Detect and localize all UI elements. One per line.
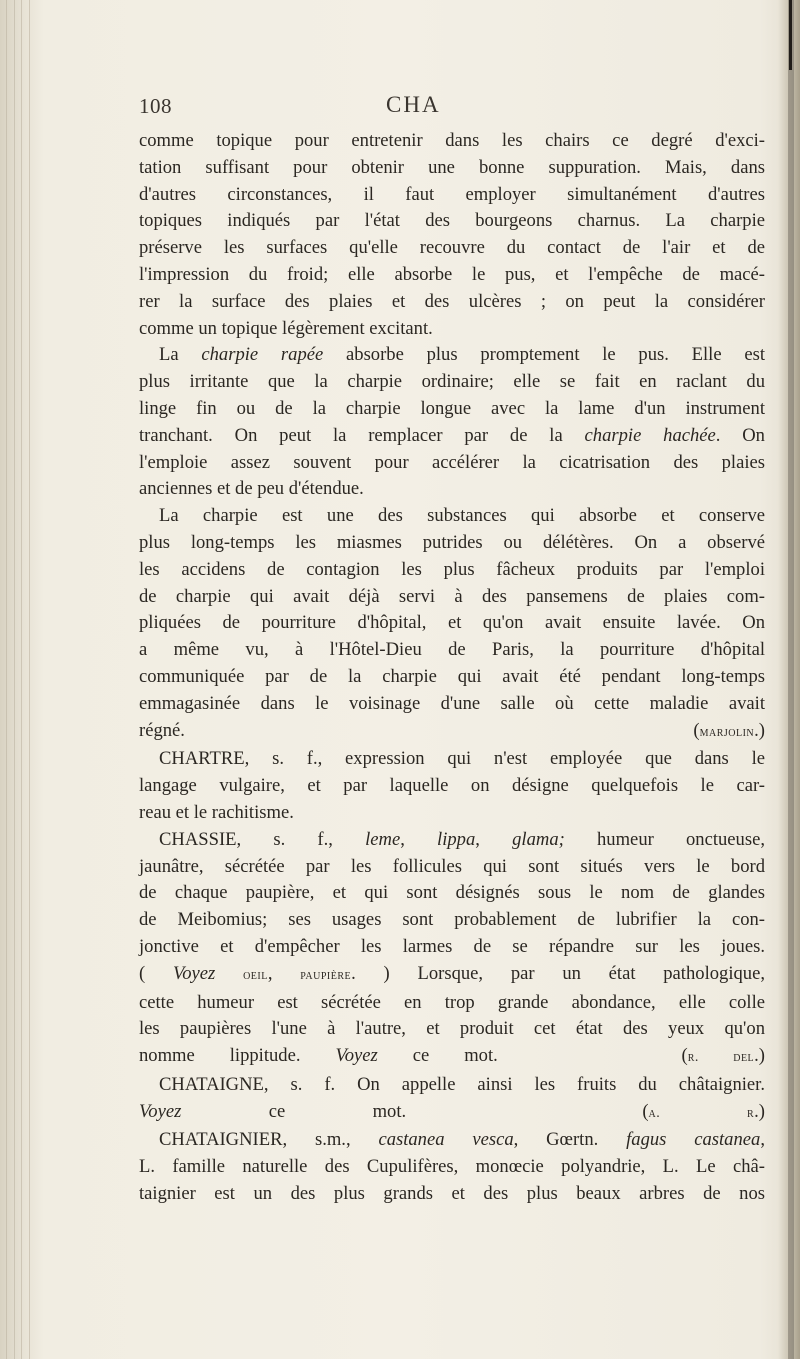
page-number: 108 bbox=[139, 94, 172, 118]
italic-run: lippa bbox=[437, 828, 476, 850]
text-run: d'autres circonstances, il faut employer simultanément d'autres bbox=[139, 183, 765, 205]
text-run: .) bbox=[754, 1045, 765, 1067]
author-signature: a. r bbox=[648, 1105, 755, 1121]
text-line bbox=[139, 369, 765, 396]
text-line bbox=[139, 503, 765, 530]
text-line bbox=[139, 476, 765, 503]
text-run: plus irritante que la charpie ordinaire; elle se fait en raclant du bbox=[139, 371, 765, 393]
italic-run: charpie hachée bbox=[584, 424, 716, 446]
text-run: de Meibomius; ses usages sont probablement de lubrifier la con- bbox=[139, 909, 765, 931]
text-line bbox=[139, 450, 765, 477]
text-line bbox=[139, 990, 765, 1017]
text-line bbox=[139, 208, 765, 235]
italic-run: fagus castanea bbox=[626, 1129, 761, 1151]
text-run: nomme lippitude. bbox=[139, 1045, 336, 1067]
text-line bbox=[139, 961, 765, 990]
running-header bbox=[139, 92, 759, 128]
text-line bbox=[139, 800, 765, 827]
text-run: les paupières l'une à l'autre, et produit cet état des yeux qu'on bbox=[139, 1018, 765, 1040]
text-run: La bbox=[159, 344, 202, 366]
text-run: ( bbox=[681, 1045, 688, 1067]
text-run: , bbox=[475, 828, 513, 850]
text-line bbox=[139, 854, 765, 881]
text-run: absorbe plus promptement le pus. Elle est bbox=[323, 344, 765, 366]
spacer bbox=[185, 720, 693, 741]
italic-run: Voyez bbox=[139, 1100, 182, 1122]
text-line bbox=[139, 128, 765, 155]
text-run: CHARTRE, s. f., expression qui n'est employée que dans le bbox=[159, 748, 765, 770]
text-line bbox=[139, 880, 765, 907]
text-line bbox=[139, 557, 765, 584]
text-run: anciennes et de peu d'étendue. bbox=[139, 478, 364, 500]
text-run: ( bbox=[139, 962, 173, 984]
text-run: langage vulgaire, et par laquelle on désigne quelquefois le car- bbox=[139, 775, 765, 797]
italic-run: leme bbox=[365, 828, 401, 850]
text-run: L. famille naturelle des Cupulifères, monœcie polyandrie, L. Le châ- bbox=[139, 1156, 765, 1178]
text-run: . ) Lorsque, par un état pathologique, bbox=[351, 962, 765, 984]
text-line bbox=[139, 637, 765, 664]
text-run: préserve les surfaces qu'elle recouvre du contact de l'air et de bbox=[139, 237, 765, 259]
text-run: , bbox=[400, 828, 438, 850]
text-line bbox=[139, 610, 765, 637]
text-line bbox=[139, 155, 765, 182]
text-line bbox=[139, 1181, 765, 1208]
text-run: comme un topique légèrement excitant. bbox=[139, 317, 433, 339]
text-run: emmagasinée dans le voisinage d'une salle où cette maladie avait bbox=[139, 692, 765, 714]
text-run: cette humeur est sécrétée en trop grande abondance, elle colle bbox=[139, 991, 765, 1013]
text-run: rer la surface des plaies et des ulcères ; on peut la considérer bbox=[139, 290, 765, 312]
author-signature: oeil bbox=[243, 967, 268, 983]
text-run: CHATAIGNE, s. f. On appelle ainsi les fruits du châtaignier. bbox=[159, 1073, 765, 1095]
italic-run: Voyez bbox=[172, 962, 216, 984]
text-run: reau et le rachitisme. bbox=[139, 801, 294, 823]
author-signature: paupière bbox=[300, 967, 352, 983]
text-run: , bbox=[760, 1129, 765, 1151]
text-run: taignier est un des plus grands et des plus beaux arbres de nos bbox=[139, 1183, 765, 1205]
text-run: l'emploie assez souvent pour accélérer la cicatrisation des plaies bbox=[139, 451, 765, 473]
text-line bbox=[139, 182, 765, 209]
text-run: CHASSIE, s. f., bbox=[159, 828, 366, 850]
text-run: CHATAIGNIER, s.m., bbox=[159, 1129, 379, 1151]
text-run: régné. bbox=[139, 719, 185, 741]
italic-run: Voyez bbox=[335, 1045, 378, 1067]
text-line bbox=[139, 342, 765, 369]
spacer bbox=[406, 1101, 642, 1122]
text-run: ( bbox=[693, 719, 700, 741]
text-line bbox=[139, 773, 765, 800]
text-run: comme topique pour entretenir dans les chairs ce degré d'exci- bbox=[139, 130, 765, 151]
text-line bbox=[139, 1043, 765, 1072]
text-run: jaunâtre, sécrétée par les follicules qui sont situés vers le bord bbox=[139, 855, 765, 877]
body-text bbox=[139, 128, 765, 1208]
text-line bbox=[139, 907, 765, 934]
text-line bbox=[139, 396, 765, 423]
text-line bbox=[139, 584, 765, 611]
text-run: tation suffisant pour obtenir une bonne suppuration. Mais, dans bbox=[139, 156, 765, 178]
text-run: , bbox=[267, 962, 301, 984]
text-line bbox=[139, 289, 765, 316]
text-run: humeur onctueuse, bbox=[564, 828, 765, 850]
spacer bbox=[498, 1045, 682, 1066]
text-line bbox=[139, 1072, 765, 1099]
author-signature: r. del bbox=[687, 1050, 755, 1066]
text-run: .) bbox=[754, 1100, 765, 1122]
text-run: , Gœrtn. bbox=[513, 1129, 627, 1151]
text-run bbox=[215, 963, 243, 984]
italic-run: castanea vesca bbox=[378, 1129, 514, 1151]
text-run: communiquée par de la charpie qui avait été pendant long-temps bbox=[139, 665, 765, 687]
text-run: les accidens de contagion les plus fâcheux produits par l'emploi bbox=[139, 558, 765, 580]
text-run: ce mot. bbox=[181, 1100, 407, 1122]
text-line bbox=[139, 1099, 765, 1128]
page-binding-shadow bbox=[0, 0, 44, 1359]
text-line bbox=[139, 1127, 765, 1154]
text-run: jonctive et d'empêcher les larmes de se répandre sur les joues. bbox=[139, 935, 765, 957]
italic-run: glama; bbox=[512, 828, 565, 850]
text-run: . On bbox=[715, 424, 765, 446]
text-run: de chaque paupière, et qui sont désignés sous le nom de glandes bbox=[139, 882, 765, 904]
text-line bbox=[139, 664, 765, 691]
text-line bbox=[139, 1016, 765, 1043]
text-line bbox=[139, 718, 765, 747]
author-signature: marjolin bbox=[699, 724, 755, 740]
text-line bbox=[139, 530, 765, 557]
text-run: ce mot. bbox=[377, 1045, 498, 1067]
text-line bbox=[139, 235, 765, 262]
text-line bbox=[139, 827, 765, 854]
text-line bbox=[139, 1154, 765, 1181]
text-line bbox=[139, 316, 765, 343]
text-line bbox=[139, 746, 765, 773]
text-run: La charpie est une des substances qui absorbe et conserve bbox=[159, 505, 765, 527]
text-run: pliquées de pourriture d'hôpital, et qu'on avait ensuite lavée. On bbox=[139, 612, 765, 634]
text-run: l'impression du froid; elle absorbe le pus, et l'empêche de macé- bbox=[139, 263, 765, 285]
text-run: linge fin ou de la charpie longue avec la lame d'un instrument bbox=[139, 397, 765, 419]
page-edge-shadow bbox=[778, 0, 800, 1359]
italic-run: charpie rapée bbox=[201, 344, 324, 366]
text-line bbox=[139, 934, 765, 961]
text-line bbox=[139, 423, 765, 450]
text-run: tranchant. On peut la remplacer par de la bbox=[139, 424, 585, 446]
text-run: plus long-temps les miasmes putrides ou délétères. On a observé bbox=[139, 531, 765, 553]
text-line bbox=[139, 691, 765, 718]
text-run: de charpie qui avait déjà servi à des pansemens de plaies com- bbox=[139, 585, 765, 607]
text-run: a même vu, à l'Hôtel-Dieu de Paris, la pourriture d'hôpital bbox=[139, 639, 765, 661]
text-run: ( bbox=[642, 1100, 649, 1122]
text-run: topiques indiqués par l'état des bourgeons charnus. La charpie bbox=[139, 210, 765, 232]
text-line bbox=[139, 262, 765, 289]
text-run: .) bbox=[754, 719, 765, 741]
running-title: CHA bbox=[386, 92, 441, 117]
